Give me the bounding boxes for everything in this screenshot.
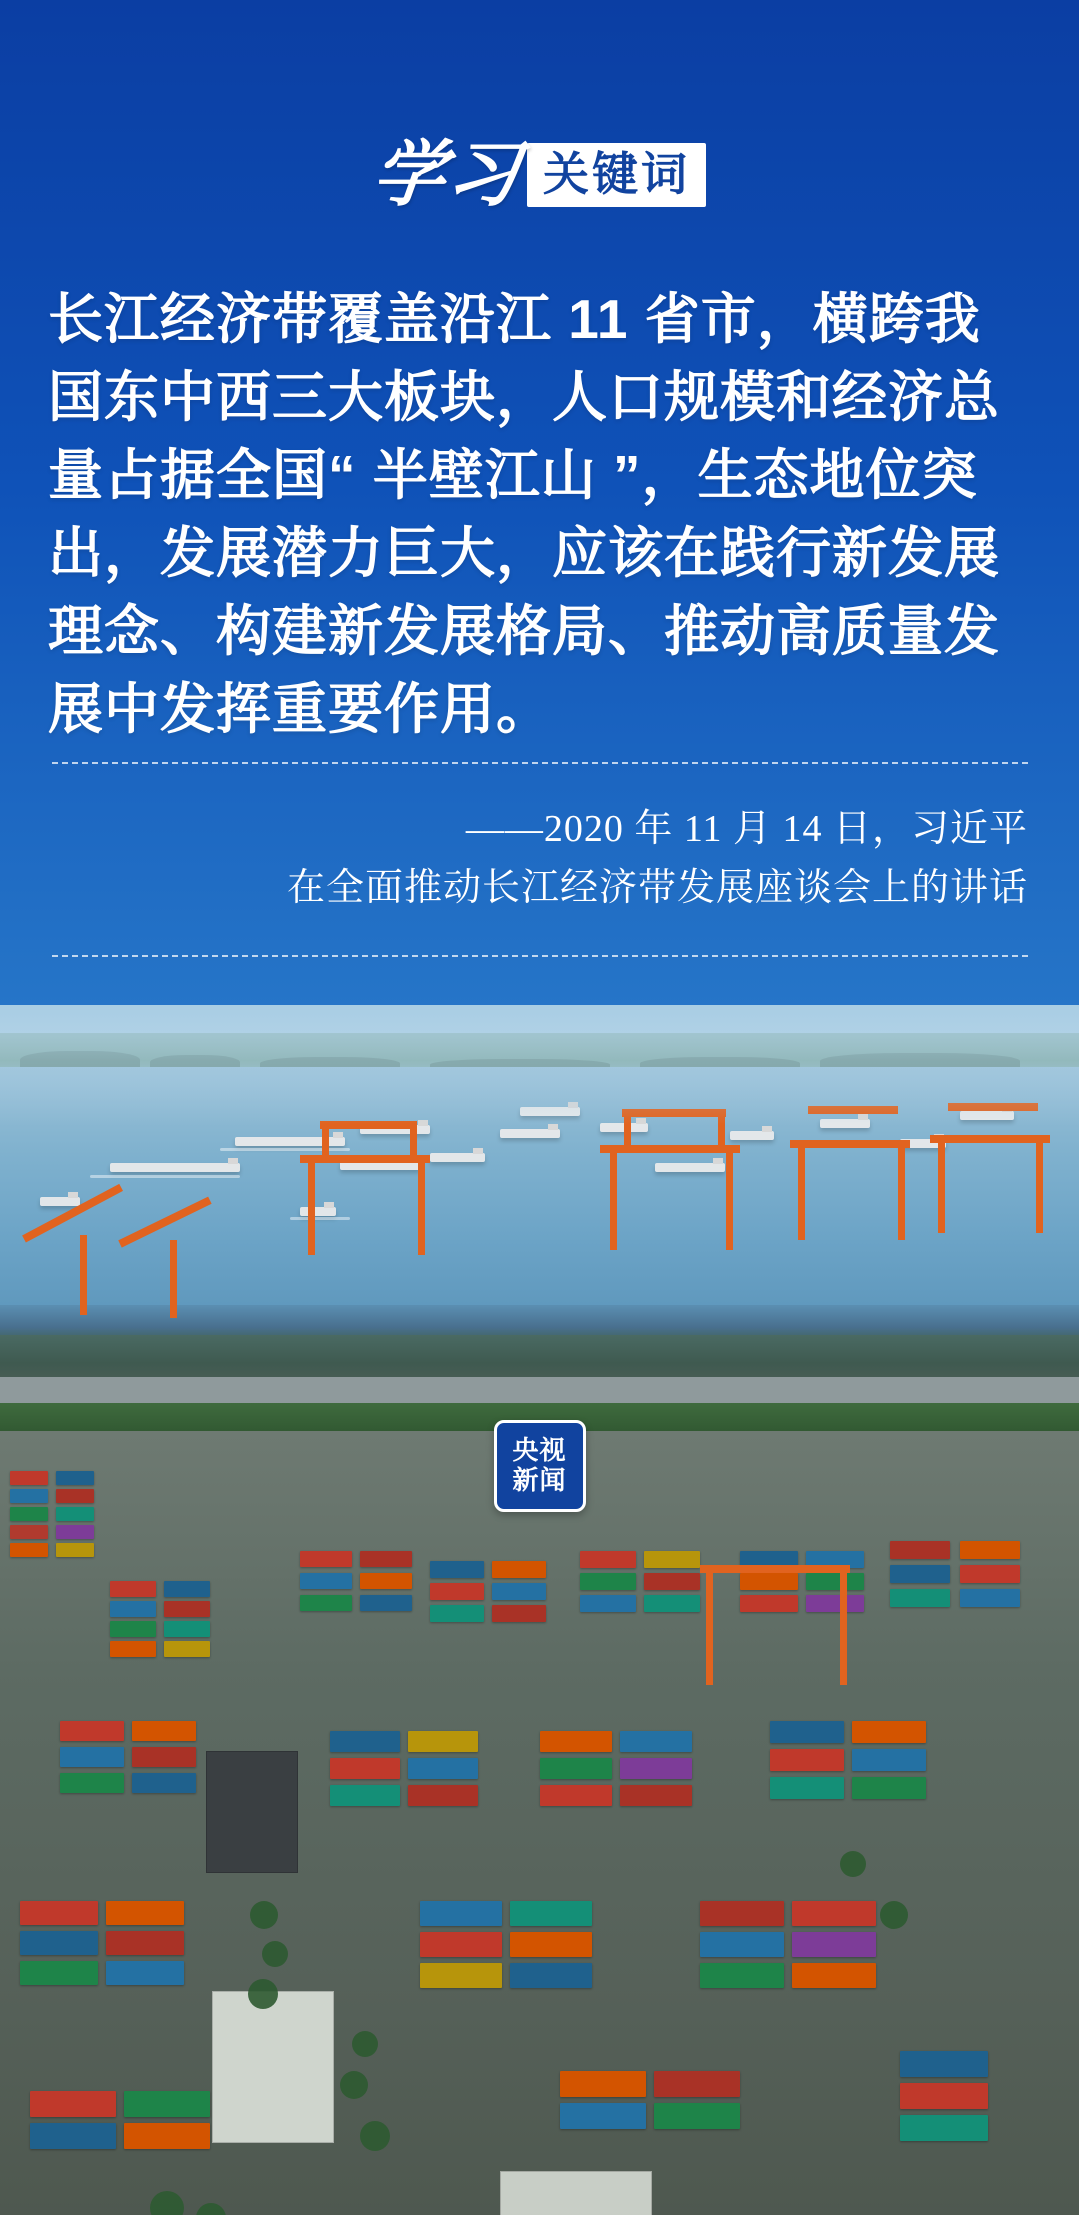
brand-keyword-badge: 关键词 — [527, 143, 706, 207]
brand-lockup — [368, 135, 706, 215]
attribution — [48, 800, 1028, 918]
brand-script-text: 学习 — [368, 135, 526, 215]
yard-building — [212, 1991, 334, 2143]
logo-line-1: 央视 — [512, 1435, 567, 1466]
logo-line-2: 新闻 — [512, 1465, 567, 1495]
yard-building — [206, 1751, 298, 1873]
attribution-line-2: 在全面推动长江经济带发展座谈会上的讲话 — [286, 866, 1028, 909]
divider-top — [52, 762, 1028, 764]
photo-river — [0, 1067, 1079, 1317]
photo-container-yard — [0, 1431, 1079, 2215]
port-photograph — [0, 1005, 1079, 2215]
yard-building — [500, 2171, 652, 2215]
quote-text: 长江经济带覆盖沿江 11 省市，横跨我国东中西三大板块，人口规模和经济总量占据全国“ 半壁江山 ”，生态地位突出，发展潜力巨大，应该在践行新发展理念、构建新发展格局、推动高质量发展中发挥重要作用。 — [48, 288, 1001, 741]
brand-header — [0, 120, 1079, 230]
divider-bottom — [52, 955, 1028, 957]
attribution-line-1: ——2020 年 11 月 14 日，习近平 — [465, 808, 1028, 850]
cctv-news-logo — [494, 1420, 586, 1512]
